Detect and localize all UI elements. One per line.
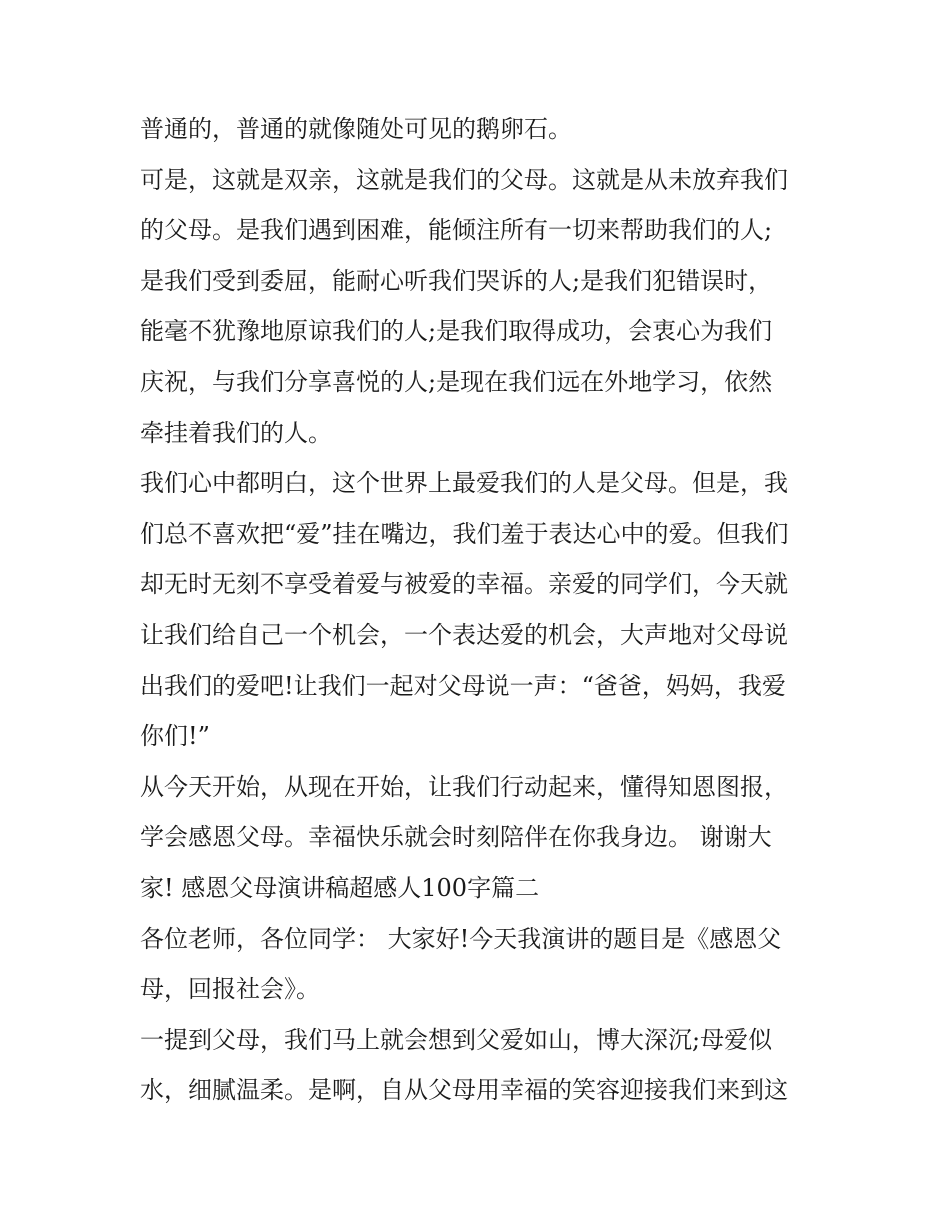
text-line: 出我们的爱吧!让我们一起对父母说一声：“爸爸，妈妈，我爱 [140,671,786,700]
text-line: 让我们给自己一个机会，一个表达爱的机会，大声地对父母说 [140,620,788,649]
text-line: 从今天开始，从现在开始，让我们行动起来，懂得知恩图报， [140,772,788,801]
text-line: 学会感恩父母。幸福快乐就会时刻陪伴在你我身边。 谢谢大 [140,823,772,852]
text-line: 能毫不犹豫地原谅我们的人;是我们取得成功，会衷心为我们 [140,317,773,346]
text-line: 水，细腻温柔。是啊，自从父母用幸福的笑容迎接我们来到这 [140,1076,788,1105]
text-line: 各位老师，各位同学： 大家好!今天我演讲的题目是《感恩父 [140,924,782,953]
text-line: 普通的，普通的就像随处可见的鹅卵石。 [140,115,572,143]
document-body [140,104,820,1116]
text-line: 我们心中都明白，这个世界上最爱我们的人是父母。但是，我 [140,469,788,498]
section-heading-line: 家! 感恩父母演讲稿超感人100字篇二 [140,873,540,902]
text-line: 庆祝，与我们分享喜悦的人;是现在我们远在外地学习，依然 [140,367,773,396]
text-line: 母，回报社会》。 [140,975,320,1004]
text-line: 牵挂着我们的人。 [140,418,332,447]
text-line: 们总不喜欢把“爱”挂在嘴边，我们羞于表达心中的爱。但我们 [140,519,789,548]
text-line: 却无时无刻不享受着爱与被爱的幸福。亲爱的同学们，今天就 [140,570,788,599]
text-line: 是我们受到委屈，能耐心听我们哭诉的人;是我们犯错误时， [140,266,773,295]
text-line: 可是，这就是双亲，这就是我们的父母。这就是从未放弃我们 [140,165,788,194]
text-line: 你们!” [140,722,210,751]
text-line: 一提到父母，我们马上就会想到父爱如山，博大深沉;母爱似 [140,1025,773,1054]
text-line: 的父母。是我们遇到困难，能倾注所有一切来帮助我们的人; [140,216,773,245]
